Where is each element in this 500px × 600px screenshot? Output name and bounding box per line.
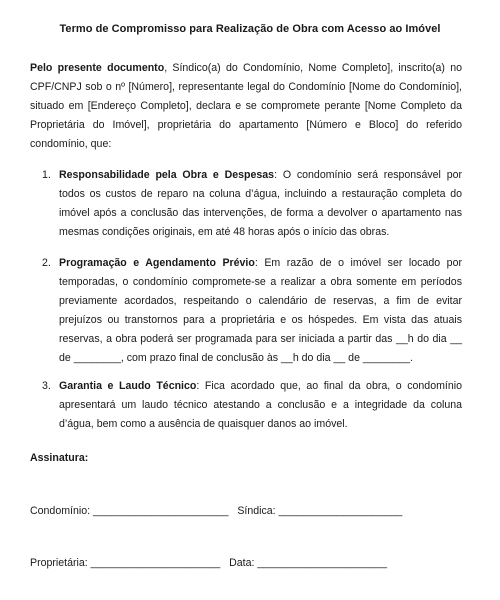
item-text: : O condomínio será responsável por todos os custos de reparo na coluna d’água, incluindo a restauração completa do imóvel após a conclusão das intervenções, de forma a devolver o apartamento nas mesmas condições originais, em até 48 horas após o início das obras.: [59, 169, 463, 238]
document-title: Termo de Compromisso para Realização de Obra com Acesso ao Imóvel: [59, 23, 441, 35]
item-number: 3.: [42, 380, 51, 392]
item-heading: Responsabilidade pela Obra e Despesas: [59, 169, 275, 181]
item-body: [59, 254, 462, 368]
intro-paragraph: [30, 59, 462, 154]
intro-text: , Síndico(a) do Condomínio, Nome Completo], inscrito(a) no CPF/CNPJ sob o nº [Número], representante legal do Condomínio [Nome do Condomínio], situado em [Endereço Completo], declara e se compromete perante [Nome Completo da Proprietária do Imóvel], proprietária do apartamento [Número e Bloco] do referido condomínio, que:: [30, 62, 462, 150]
item-number: 1.: [42, 169, 51, 181]
item-number: 2.: [42, 257, 51, 269]
item-heading: Programação e Agendamento Prévio: [59, 257, 255, 269]
item-body: [59, 166, 462, 242]
signature-row-condominio: Condomínio: _______________________ Síndica: _____________________: [30, 505, 403, 517]
item-body: [59, 377, 462, 434]
intro-lead: Pelo presente documento: [30, 62, 165, 74]
item-text: : Em razão de o imóvel ser locado por temporadas, o condomínio compromete-se a realizar a obra somente em períodos previamente acordados, respeitando o calendário de reservas, a fim de evitar prejuízos ou transtornos para a proprietária e os hóspedes. Em vista das atuais reservas, a obra poderá ser programada para ser iniciada a partir das __h do dia __ de ________, com prazo final de conclusão às __h do dia __ de ________.: [59, 257, 462, 364]
signature-row-proprietaria: Proprietária: ______________________ Data: ______________________: [30, 557, 387, 569]
signature-heading: Assinatura:: [30, 452, 89, 464]
item-text: : Fica acordado que, ao final da obra, o condomínio apresentará um laudo técnico atestando a conclusão e a integridade da coluna d’água, bem como a ausência de quaisquer danos ao imóvel.: [59, 380, 462, 430]
item-heading: Garantia e Laudo Técnico: [59, 380, 197, 392]
